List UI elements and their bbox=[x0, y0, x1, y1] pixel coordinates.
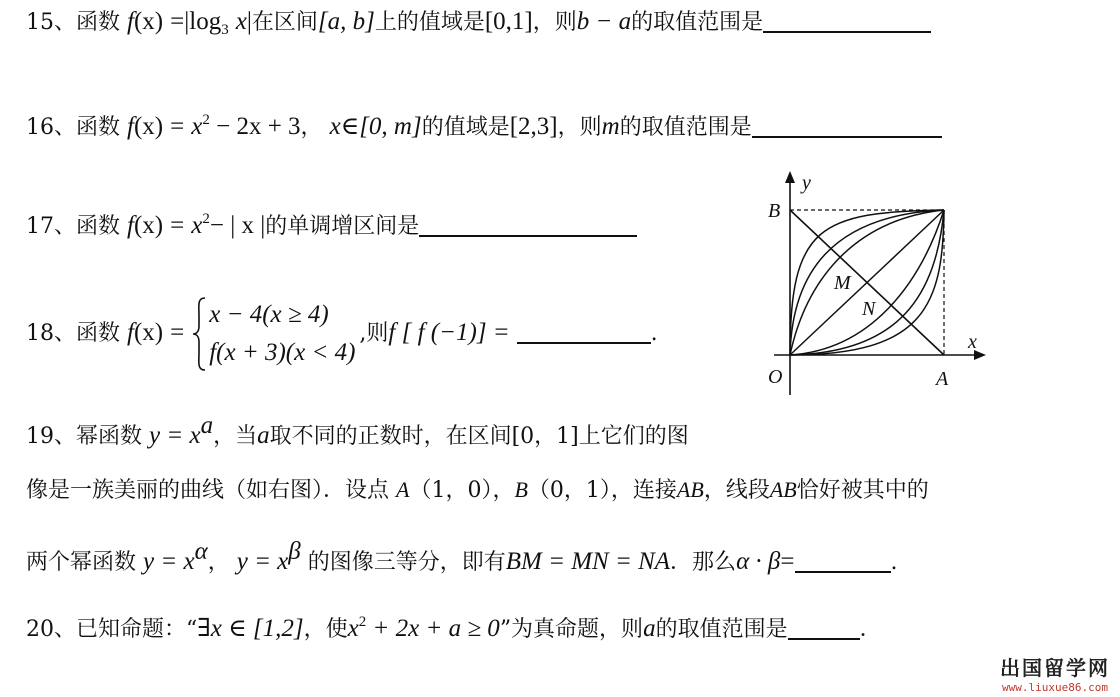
math: a bbox=[257, 422, 270, 449]
math: − | x | bbox=[209, 212, 266, 239]
log-base: 3 bbox=[221, 22, 229, 38]
piecewise-definition bbox=[191, 296, 355, 372]
math: [0,1] bbox=[484, 8, 533, 35]
math: x bbox=[191, 212, 203, 239]
y-axis-arrow-icon bbox=[785, 171, 795, 183]
math: y = x bbox=[149, 422, 201, 449]
exponent: 2 bbox=[358, 614, 367, 630]
math: (x) bbox=[133, 319, 164, 346]
math-f: f bbox=[127, 113, 134, 140]
text: ， bbox=[207, 550, 230, 575]
math: = bbox=[170, 113, 185, 140]
math: AB bbox=[676, 477, 704, 502]
math: [a, b] bbox=[317, 8, 375, 35]
text: 的图像三等分，即有 bbox=[307, 550, 506, 575]
problem-number: 16、 bbox=[26, 115, 76, 140]
answer-blank[interactable] bbox=[788, 616, 860, 640]
answer-blank[interactable] bbox=[752, 114, 942, 138]
problem-number: 15、 bbox=[26, 10, 76, 35]
text: 的值域是 bbox=[421, 115, 510, 140]
problem-number: 19、 bbox=[26, 424, 76, 449]
answer-blank[interactable] bbox=[517, 320, 651, 344]
left-brace-icon bbox=[191, 296, 207, 372]
math-f: f bbox=[127, 319, 134, 346]
math: b − a bbox=[576, 8, 632, 35]
math: α · β bbox=[736, 548, 781, 575]
exponent: 2 bbox=[202, 112, 210, 128]
problem-number: 18、 bbox=[26, 321, 76, 346]
text: （1，0）， bbox=[409, 478, 515, 503]
text: ，当 bbox=[213, 424, 258, 449]
math: (x) bbox=[133, 212, 164, 239]
case-1: x − 4(x ≥ 4) bbox=[209, 301, 329, 328]
math: | bbox=[246, 8, 252, 35]
math-f: f bbox=[127, 212, 134, 239]
math: x bbox=[191, 113, 203, 140]
math: x bbox=[329, 113, 341, 140]
text: 函数 bbox=[76, 115, 121, 140]
problem-17 bbox=[26, 203, 637, 243]
answer-blank[interactable] bbox=[419, 213, 637, 237]
text: 函数 bbox=[76, 214, 121, 239]
math: = bbox=[170, 8, 185, 35]
point-B-label: B bbox=[768, 200, 781, 222]
math: A bbox=[396, 477, 410, 502]
text: 像是一族美丽的曲线（如右图）．设点 bbox=[26, 478, 390, 503]
math: = bbox=[780, 548, 795, 575]
problem-number: 17、 bbox=[26, 214, 76, 239]
math: ∈ bbox=[340, 113, 360, 140]
text: （0，1），连接 bbox=[527, 478, 677, 503]
text: ，使 bbox=[303, 617, 348, 642]
text: ，线段 bbox=[703, 478, 770, 503]
text: 在区间 bbox=[251, 10, 318, 35]
point-N-label: N bbox=[862, 298, 876, 320]
math-f: f bbox=[127, 8, 134, 35]
math-log: log bbox=[189, 8, 222, 35]
text: 的取值范围是 bbox=[619, 115, 752, 140]
math: ∃x ∈ [1,2] bbox=[197, 615, 304, 642]
answer-blank[interactable] bbox=[763, 9, 931, 33]
text: ,则 bbox=[359, 321, 389, 346]
point-A-label: A bbox=[936, 368, 949, 390]
problem-number: 20、 bbox=[26, 617, 76, 642]
text: ”为真命题，则 bbox=[499, 617, 644, 642]
math: BM = MN = NA bbox=[505, 548, 671, 575]
text: 的取值范围是 bbox=[655, 617, 788, 642]
case-2: f(x + 3)(x < 4) bbox=[209, 339, 356, 366]
math: (x) bbox=[133, 113, 164, 140]
text: 取不同的正数时，在区间[0，1]上它们的图 bbox=[269, 424, 689, 449]
y-axis-label: y bbox=[802, 172, 811, 194]
text: 函数 bbox=[76, 10, 121, 35]
math: x bbox=[235, 8, 247, 35]
text: 上的值域是 bbox=[374, 10, 485, 35]
math: [0, m] bbox=[359, 113, 422, 140]
math: = bbox=[170, 319, 185, 346]
math: + 2x + a ≥ 0 bbox=[366, 615, 500, 642]
problem-16 bbox=[26, 104, 942, 144]
text: 函数 bbox=[76, 321, 121, 346]
exponent: β bbox=[288, 538, 301, 565]
math: x bbox=[347, 615, 359, 642]
problem-20 bbox=[26, 606, 882, 646]
answer-blank[interactable] bbox=[795, 549, 891, 573]
math: a bbox=[643, 615, 656, 642]
watermark-title: 出国留学网 bbox=[1000, 656, 1110, 680]
exponent: a bbox=[200, 412, 214, 439]
math: (x) bbox=[133, 8, 164, 35]
math: m bbox=[601, 113, 620, 140]
math: y = x bbox=[143, 548, 195, 575]
math: [2,3] bbox=[509, 113, 558, 140]
x-axis-label: x bbox=[968, 331, 977, 353]
text: ． bbox=[859, 617, 882, 642]
origin-label: O bbox=[768, 366, 783, 388]
problem-19-line-2 bbox=[26, 474, 929, 507]
math: − 2x + 3 bbox=[209, 113, 301, 140]
math: f [ f (−1)] = bbox=[388, 319, 510, 346]
problem-15 bbox=[26, 6, 931, 46]
math: = bbox=[170, 212, 185, 239]
problem-19-line-3 bbox=[26, 536, 898, 579]
exponent: α bbox=[194, 538, 208, 565]
text: 已知命题：“ bbox=[76, 617, 198, 642]
text: ．那么 bbox=[670, 550, 737, 575]
point-M-label: M bbox=[834, 272, 851, 294]
text: 的单调增区间是 bbox=[265, 214, 420, 239]
watermark-url: www.liuxue86.com bbox=[1002, 681, 1108, 694]
problem-18 bbox=[26, 296, 658, 372]
text: 恰好被其中的 bbox=[796, 478, 929, 503]
watermark bbox=[1000, 652, 1110, 694]
math: B bbox=[514, 477, 528, 502]
text: ，则 bbox=[557, 115, 602, 140]
text: ， bbox=[300, 115, 323, 140]
text: 两个幂函数 bbox=[26, 550, 137, 575]
math: AB bbox=[769, 477, 797, 502]
text: . bbox=[890, 550, 898, 575]
text: 的取值范围是 bbox=[631, 10, 764, 35]
problem-19-line-1 bbox=[26, 410, 689, 453]
math: y = x bbox=[236, 548, 289, 575]
text: . bbox=[650, 321, 658, 346]
text: ，则 bbox=[532, 10, 577, 35]
exponent: 2 bbox=[202, 211, 210, 227]
power-function-figure bbox=[760, 165, 995, 395]
math: | bbox=[184, 8, 190, 35]
text: 幂函数 bbox=[76, 424, 143, 449]
